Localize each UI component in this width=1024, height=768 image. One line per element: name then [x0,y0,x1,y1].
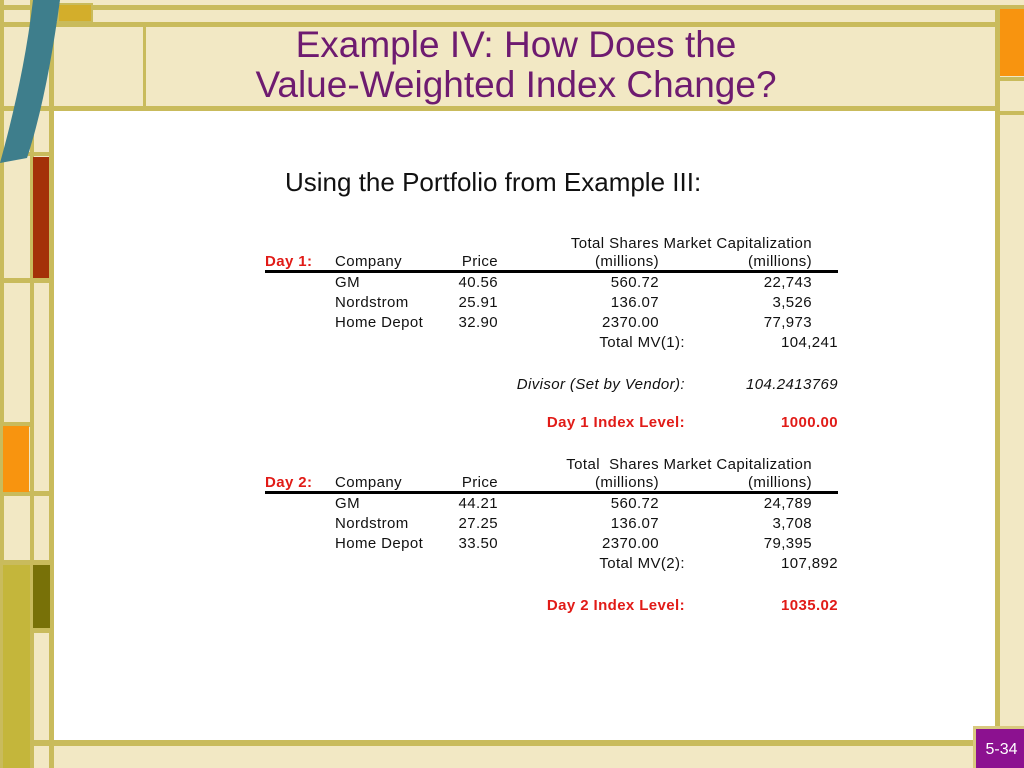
shares-cell: 136.07 [610,294,659,311]
grid-line-top [0,5,1024,10]
page-number-box [973,726,1024,768]
page-number: 5-34 [985,741,1018,758]
day1-header-mktcap-line2: (millions) [748,253,812,270]
day1-divisor-value: 104.2413769 [746,376,838,393]
grid-line-right-strip-1 [997,77,1024,81]
day2-table [265,455,838,616]
day1-divisor-label: Divisor (Set by Vendor): [516,376,685,393]
day1-header-mktcap-line1: Market Capitalization [663,235,812,252]
company-cell: Home Depot [335,314,424,331]
slide-title-line1: Example IV: How Does the [295,24,737,65]
company-cell: Nordstrom [335,515,409,532]
table-row [265,514,838,534]
table-row [265,494,838,514]
slide-title-line2: Value-Weighted Index Change? [255,64,777,105]
day2-header-company: Company [335,474,402,491]
day1-header-shares-line2: (millions) [595,253,659,270]
day1-total-label: Total MV(1): [599,334,685,351]
day2-index-row [265,596,838,616]
day1-index-label: Day 1 Index Level: [546,414,685,431]
day1-index-row [265,413,838,433]
shares-cell: 2370.00 [601,535,659,552]
grid-line-sidebar-2 [0,278,54,283]
olive-dark-rect [33,565,50,628]
orange-rect-left [3,426,29,492]
day1-label: Day 1: [265,253,313,270]
day1-header-shares-line1: Total Shares [570,235,659,252]
grid-line-bottom-band [0,740,1024,746]
company-cell: Nordstrom [335,294,409,311]
table-row [265,313,838,333]
rust-rect-decoration [33,157,49,278]
grid-vline-right [995,5,1000,746]
slide-title [146,25,886,105]
mktcap-cell: 22,743 [763,274,812,291]
day2-header-mktcap-line1: Market Capitalization [663,456,812,473]
day2-index-label: Day 2 Index Level: [546,597,685,614]
table-row [265,534,838,554]
day1-table [265,234,838,433]
day1-header-row-1 [265,234,838,253]
day2-header-row-1 [265,455,838,474]
table-row [265,273,838,293]
day2-label: Day 2: [265,474,313,491]
mktcap-cell: 3,526 [772,294,812,311]
table-row [265,293,838,313]
price-cell: 33.50 [458,535,498,552]
day1-divisor-row [265,375,838,395]
shares-cell: 136.07 [610,515,659,532]
shares-cell: 560.72 [610,274,659,291]
price-cell: 40.56 [458,274,498,291]
company-cell: Home Depot [335,535,424,552]
day1-total-row [265,333,838,353]
day1-index-value: 1000.00 [780,414,838,431]
price-cell: 32.90 [458,314,498,331]
mktcap-cell: 3,708 [772,515,812,532]
olive-yellow-bar [3,565,30,768]
mktcap-cell: 79,395 [763,535,812,552]
orange-rect-top-right [1000,9,1024,76]
day1-header-price: Price [461,253,498,270]
day2-total-value: 107,892 [780,555,838,572]
day2-index-value: 1035.02 [780,597,838,614]
day2-header-shares-line1: Total Shares [566,456,659,473]
price-cell: 44.21 [458,495,498,512]
price-cell: 27.25 [458,515,498,532]
shares-cell: 560.72 [610,495,659,512]
day1-header-company: Company [335,253,402,270]
day2-total-row [265,554,838,574]
mktcap-cell: 77,973 [763,314,812,331]
day1-total-value: 104,241 [780,334,838,351]
day2-header-row-2 [265,474,838,491]
grid-line-right-strip-2 [997,111,1024,115]
day2-total-label: Total MV(2): [599,555,685,572]
content-heading: Using the Portfolio from Example III: [285,167,702,197]
day2-header-price: Price [461,474,498,491]
day2-header-shares-line2: (millions) [595,474,659,491]
day1-header-row-2 [265,253,838,270]
day2-header-mktcap-line2: (millions) [748,474,812,491]
price-cell: 25.91 [458,294,498,311]
company-cell: GM [335,274,360,291]
shares-cell: 2370.00 [601,314,659,331]
company-cell: GM [335,495,360,512]
mktcap-cell: 24,789 [763,495,812,512]
